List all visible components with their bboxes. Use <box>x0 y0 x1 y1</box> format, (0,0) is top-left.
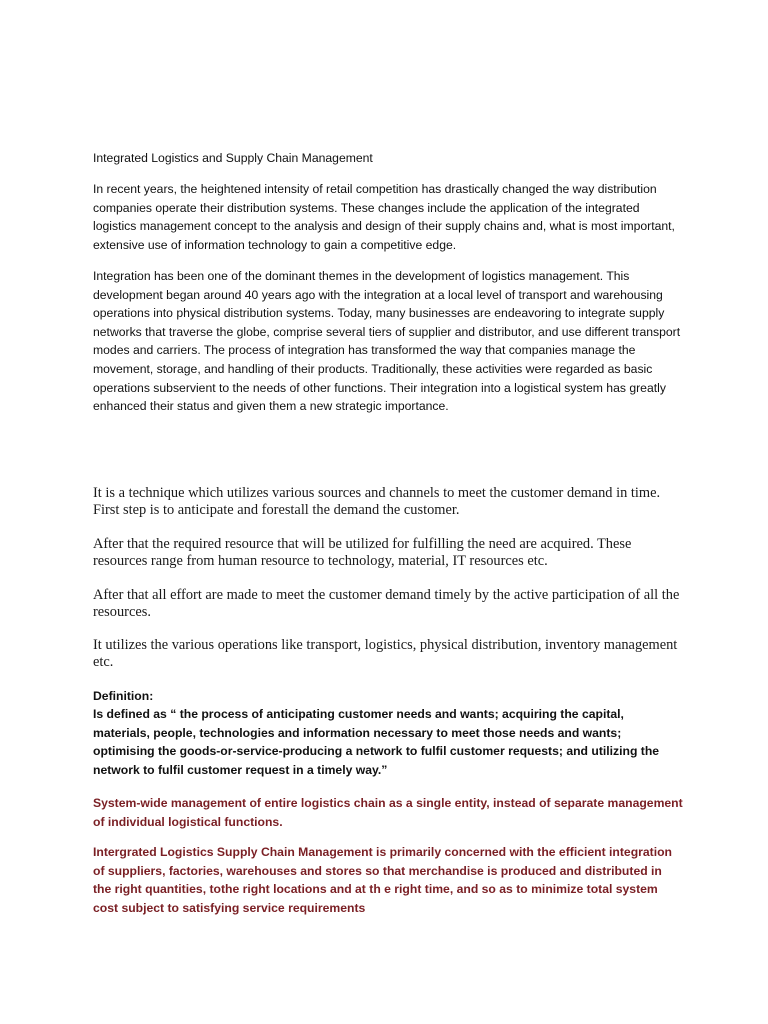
definition-text: Is defined as “ the process of anticipating customer needs and wants; acquiring the capital, materials, people, technologies and information necessary to meet those needs and wants; optimising the goods-or-service-producing a network to fulfil customer requests; and utilizing the network to fulfil customer request in a timely way.” <box>93 707 660 777</box>
technique-paragraph: It is a technique which utilizes various sources and channels to meet the customer demand in time. First step is to anticipate and forestall the demand the customer. <box>93 485 661 518</box>
document-title: Integrated Logistics and Supply Chain Management <box>93 151 373 165</box>
resources-paragraph: After that the required resource that will be utilized for fulfilling the need are acquired. These resources range from human resource to technology, material, IT resources etc. <box>93 536 632 569</box>
operations-paragraph: It utilizes the various operations like transport, logistics, physical distribution, inventory management etc. <box>93 637 678 670</box>
intro-paragraph-2: Integration has been one of the dominant themes in the development of logistics management. This development began around 40 years ago with the integration at a local level of transport and warehousing operations into physical distribution systems. Today, many businesses are endeavoring to integrate supply networks that traverse the globe, comprise several tiers of supplier and distributor, and use different transport modes and carriers. The process of integration has transformed the way that companies manage the movement, storage, and handling of their products. Traditionally, these activities were regarded as basic operations subservient to the needs of other functions. Their integration into a logistical system has greatly enhanced their status and given them a new strategic importance. <box>93 269 681 414</box>
definition-heading: Definition: <box>93 689 154 703</box>
highlight-paragraph-1: System-wide management of entire logistics chain as a single entity, instead of separate management of individual logistical functions. <box>93 796 683 829</box>
highlight-paragraph-2: Intergrated Logistics Supply Chain Management is primarily concerned with the efficient integration of suppliers, factories, warehouses and stores so that merchandise is produced and distributed in the right quantities, tothe right locations and at th e right time, and so as to minimize total system cost subject to satisfying service requirements <box>93 845 673 915</box>
intro-paragraph-1: In recent years, the heightened intensity of retail competition has drastically changed the way distribution companies operate their distribution systems. These changes include the application of the integrated logistics management concept to the analysis and design of their supply chains and, what is most important, extensive use of information technology to gain a competitive edge. <box>93 182 675 252</box>
effort-paragraph: After that all effort are made to meet the customer demand timely by the active participation of all the resources. <box>93 587 680 620</box>
